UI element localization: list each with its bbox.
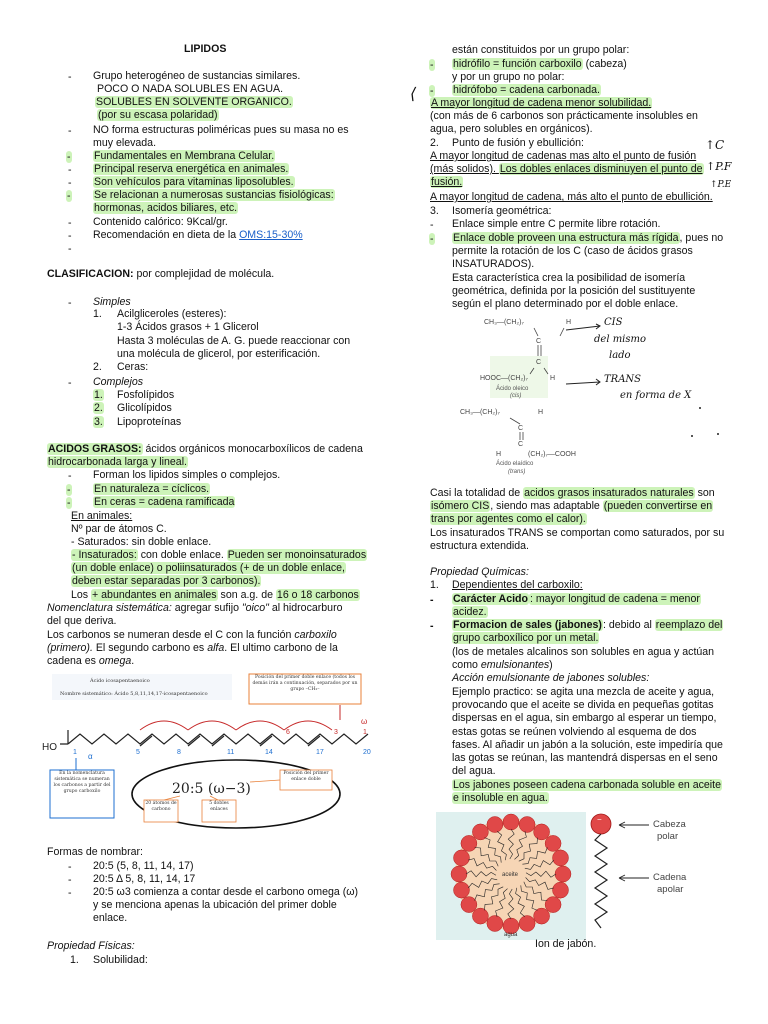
alpha-symbol: α xyxy=(88,752,93,761)
formula: 20:5 (ω−3) xyxy=(172,781,251,797)
numbering-note: En la nomenclatura sistemática se numeran los carbonos a partir del grupo carboxilo xyxy=(53,771,111,794)
elaidic-h2: H xyxy=(496,451,502,458)
carbon-c: C xyxy=(536,359,542,366)
right-line: Acción emulsionante de jabones solubles: xyxy=(452,672,650,684)
handwritten-note: ↑P.F xyxy=(706,160,732,173)
ag-bullet: Forman los lipidos simples o complejos. xyxy=(93,469,281,481)
right-line: Casi la totalidad de acidos grasos insaturados naturales son xyxy=(430,487,715,499)
forma-item: 20:5 Δ 5, 8, 11, 14, 17 xyxy=(93,873,196,885)
ag-line: hidrocarbonada larga y lineal. xyxy=(48,456,187,468)
right-line: las gotas se reúnan, las mantendrá dispersas en el seno xyxy=(452,752,718,764)
simple-item: Hasta 3 moléculas de A. G. puede reaccionar con xyxy=(117,335,351,347)
complejos-label: Complejos xyxy=(93,376,144,388)
right-line: trans por agentes como el calor). xyxy=(431,513,586,525)
micelle-head xyxy=(503,814,519,830)
figure-title: Ácido icosapentaenoico xyxy=(90,678,150,684)
propiedad-quimicas-heading: Propiedad Químicas: xyxy=(430,566,529,578)
apolar-label: apolar xyxy=(657,884,684,895)
animales-heading: En animales: xyxy=(71,510,133,522)
handwritten-arrows xyxy=(560,316,750,446)
omega-symbol: ω xyxy=(361,717,368,726)
carbon-c: C xyxy=(536,338,542,345)
simples-label: Simples xyxy=(93,296,131,308)
polar-label: polar xyxy=(657,831,679,842)
carbon-number: 20 xyxy=(363,749,371,756)
carbon-count-note: 20 átomos de carbono xyxy=(145,801,177,812)
intro-line: Grupo heterogéneo de sustancias similares. xyxy=(93,70,301,82)
elaidic-name: Ácido elaídico xyxy=(496,461,534,467)
first-double-bond-note: Posición del primer enlace doble xyxy=(283,771,329,782)
omega-number: 1 xyxy=(363,729,367,736)
forma-item: 20:5 ω3 comienza a contar desde el carbono omega (ω) xyxy=(93,886,359,898)
bullet: - xyxy=(68,71,72,83)
micelle-head xyxy=(545,835,561,851)
ag-bullet: En ceras = cadena ramificada xyxy=(94,496,235,508)
cabeza-label: Cabeza xyxy=(653,819,686,830)
oleic-name: Ácido oleico xyxy=(496,386,529,392)
ag-bullet: En naturaleza = cíclicos. xyxy=(94,483,210,495)
right-line: como emulsionantes) xyxy=(452,659,553,671)
carbon-c: C xyxy=(518,425,524,432)
right-line: dispersas en el agua, sin embargo al esperar un tiempo, xyxy=(452,712,717,724)
right-line: y por un grupo no polar: xyxy=(452,71,565,83)
solubilidad-label: Solubilidad: xyxy=(93,954,148,966)
carbon-number: 17 xyxy=(316,749,324,756)
nomenclatura-line: del que deriva. xyxy=(47,615,117,627)
carbon-number: 8 xyxy=(177,749,181,756)
right-line: hidrófilo = función carboxilo (cabeza) xyxy=(453,58,627,70)
complex-item: Fosfolípidos xyxy=(117,389,175,401)
elaidic-h: H xyxy=(538,409,544,416)
carbon-number: 14 xyxy=(265,749,273,756)
figure-systematic-name: Nombre sistemático: Ácido 5,8,11,14,17-icosapentaenoico xyxy=(60,691,208,697)
right-line: e insoluble en agua. xyxy=(453,792,548,804)
micelle-head xyxy=(487,916,503,932)
oleic-h2: H xyxy=(550,375,556,382)
nomenclatura-line: Los carbonos se numeran desde el C con la función carboxilo xyxy=(47,629,337,641)
complex-item: Glicolípidos xyxy=(117,402,172,414)
simple-item: Ceras: xyxy=(117,361,149,373)
micelle-svg xyxy=(436,812,586,940)
right-line: del agua. xyxy=(452,765,496,777)
intro-line: SOLUBLES EN SOLVENTE ORGANICO. xyxy=(96,96,292,108)
micelle-head xyxy=(487,817,503,833)
forma-item: enlace. xyxy=(93,912,128,924)
right-line: Enlace doble proveen una estructura más rígida, pues no xyxy=(453,232,724,244)
formas-heading: Formas de nombrar: xyxy=(47,846,143,858)
omega-number: 3 xyxy=(334,729,338,736)
micelle-head xyxy=(545,897,561,913)
position-box-text: Posición del primer doble enlace (todos los demás irán a continuación, separados por un grupo –CH₂– xyxy=(252,675,358,692)
page-title: LIPIDOS xyxy=(184,43,227,55)
micelle-head xyxy=(472,908,488,924)
intro-line: hormonas, acidos biliares, etc. xyxy=(94,202,238,214)
carbon-number: 11 xyxy=(227,749,235,756)
animales-line: Nº par de átomos C. xyxy=(71,523,167,535)
nomenclatura-line: (primero). El segundo carbono es alfa. El ultimo carbono de la xyxy=(47,642,338,654)
minus-sign: − xyxy=(597,815,602,824)
simple-item: 1-3 Ácidos grasos + 1 Glicerol xyxy=(117,321,259,333)
handwritten-bracket: ⟨ xyxy=(410,84,417,103)
carbon-number: 5 xyxy=(136,749,140,756)
right-line: Isomería geométrica: xyxy=(452,205,552,217)
right-line: isómero CIS, siendo mas adaptable (pueden convertirse en xyxy=(431,500,713,512)
simple-item: una molécula de glicerol, por esterificación. xyxy=(117,348,321,360)
handwritten-note: ↑P.E xyxy=(710,180,732,190)
handwritten-note: ↑C xyxy=(705,138,725,152)
micelle-head xyxy=(472,824,488,840)
right-line: permite la rotación de los C (caso de ácidos grasos xyxy=(452,245,693,257)
right-line: agua, pero solubles en orgánicos). xyxy=(430,123,593,135)
oleic-top: CH₃—(CH₂)₇ xyxy=(484,319,524,326)
micelle-head xyxy=(534,824,550,840)
handwritten-cis: del mismo xyxy=(594,334,647,345)
nomenclatura-line: cadena es omega. xyxy=(47,655,135,667)
right-line: Los insaturados TRANS se comportan como saturados, por su xyxy=(430,527,725,539)
micelle-head xyxy=(519,916,535,932)
forma-item: y se menciona apenas la ubicación del primer doble xyxy=(93,899,337,911)
elaidic-bottom: (CH₂)₇—COOH xyxy=(528,451,576,458)
right-line: A mayor longitud de cadenas mas alto el punto de fusión xyxy=(430,150,697,162)
oleic-cis: (cis) xyxy=(510,393,522,399)
intro-line: muy elevada. xyxy=(93,137,157,149)
oleic-bottom: HOOC—(CH₂)₇ xyxy=(480,375,528,382)
right-line: estas gotas se reúnen volviendo al esquema de dos xyxy=(452,726,697,738)
aceite-label: aceite xyxy=(502,872,519,878)
intro-line: Contenido calórico: 9Kcal/gr. xyxy=(93,216,228,228)
right-line: grupo carboxílico por un metal. xyxy=(453,632,599,644)
intro-line: Recomendación en dieta de la xyxy=(93,229,240,241)
right-line: provocando que el aceite se divida en pequeñas gotitas xyxy=(452,699,714,711)
right-line: Enlace simple entre C permite libre rotación. xyxy=(452,218,661,230)
handwritten-cis: lado xyxy=(609,350,631,361)
right-line: Los jabones poseen cadena carbonada soluble en aceite xyxy=(453,779,721,791)
agua-label: agua xyxy=(504,932,518,938)
right-line: según el plano determinado por el doble enlace. xyxy=(452,298,679,310)
clasificacion-heading: CLASIFICACION: por complejidad de molécula. xyxy=(47,268,275,280)
animales-line: Los + abundantes en animales son a.g. de 16 o 18 carbonos xyxy=(71,589,359,601)
handwritten-cis: CIS xyxy=(604,317,623,328)
micelle-head xyxy=(461,835,477,851)
right-line: fusión. xyxy=(431,176,463,188)
micelle-head xyxy=(461,897,477,913)
intro-line: Principal reserva energética en animales. xyxy=(94,163,289,175)
omega-number: 6 xyxy=(286,729,290,736)
right-line: Punto de fusión y ebullición: xyxy=(452,137,584,149)
right-line: (más solidos). Los dobles enlaces disminuyen el punto de xyxy=(430,163,703,175)
cadena-label: Cadena xyxy=(653,872,687,883)
right-line: A mayor longitud de cadena menor solubilidad. xyxy=(431,97,652,109)
right-line: (con más de 6 carbonos son prácticamente insolubles en xyxy=(430,110,698,122)
intro-line: Se relacionan a numerosas sustancias fisiológicas: xyxy=(94,189,334,201)
figure-svg xyxy=(40,672,385,830)
right-line: acidez. xyxy=(453,606,487,618)
right-line: Formacion de sales (jabones): debido al reemplazo del xyxy=(453,619,723,631)
right-line: Esta característica crea la posibilidad de isomería xyxy=(452,272,686,284)
double-bond-count-note: 5 dobles enlaces xyxy=(209,801,229,812)
animales-line: - Saturados: sin doble enlace. xyxy=(71,536,212,548)
right-line: geométrica, definida por la posición del sustituyente xyxy=(452,285,696,297)
simple-item: Acilgliceroles (esteres): xyxy=(117,308,227,320)
micelle-head xyxy=(451,866,467,882)
right-line: Dependientes del carboxilo: xyxy=(452,579,583,591)
animales-line: - Insaturados: con doble enlace. Pueden ser monoinsaturados xyxy=(72,549,367,561)
oleic-h: H xyxy=(566,319,572,326)
carbon-number: 1 xyxy=(73,749,77,756)
complex-item: Lipoproteínas xyxy=(117,416,182,428)
ion-caption: Ion de jabón. xyxy=(535,938,597,950)
micelle-head xyxy=(553,882,569,898)
right-line: (los de metales alcalinos son solubles en agua y actúan xyxy=(452,646,715,658)
oms-link[interactable]: OMS:15-30% xyxy=(239,229,303,241)
right-line: estructura extendida. xyxy=(430,540,529,552)
micelle-figure xyxy=(436,812,586,940)
animales-line: deben estar separadas por 3 carbonos). xyxy=(72,575,261,587)
elaidic-trans: (trans) xyxy=(508,469,526,475)
intro-line: POCO O NADA SOLUBLES EN AGUA. xyxy=(97,83,284,95)
carbon-c: C xyxy=(518,441,524,448)
intro-line: NO forma estructuras poliméricas pues su masa no es xyxy=(93,124,349,136)
propiedad-fisicas-heading: Propiedad Físicas: xyxy=(47,940,135,952)
right-line: INSATURADOS). xyxy=(452,258,535,270)
right-line: fases. Al añadir un jabón a la solución, este impediría que xyxy=(452,739,723,751)
document-page: LIPIDOS - Grupo heterogéneo de sustancias similares. POCO O NADA SOLUBLES EN AGUA. SOLUBLES EN SOLVENTE ORGANICO. (por su escasa polaridad) - NO forma estructuras poliméricas pues su masa no es muy elevada. - Fundamentales en Membrana Celular. - Principal reserva energética en animales. - Son vehículos para vitaminas liposolubles. - Se relacionan a numerosas sustancias fisiológicas: hormonas, acidos biliares, etc. - Contenido calórico: 9Kcal/gr. - Recomendación en dieta de la OMS:15-30% - CLASIFICACION: por complejidad de molécula. - Simples 1. Acilgliceroles (esteres): 1-3 Ácidos grasos + 1 Glicerol Hasta 3 moléculas de A. G. puede reaccionar con una molécula de glicerol, por esterificación. 2. Ceras: - Complejos 1. Fosfolípidos 2. Glicolípidos 3. Lipoproteínas ACIDOS GRASOS: ácidos orgánicos monocarboxílicos de cadena hidrocarbonada larga y lineal. - Forman los lipidos simples o complejos. - En naturaleza = cíclicos. - En ceras = cadena ramificada En animales: Nº par de átomos C. - Saturados: sin doble enlace. - Insaturados: con doble enlace. Pueden ser monoinsaturados (un doble enlace) o poliinsaturados (+ de un doble enlace, deben estar separadas por 3 carbonos). Los + abundantes en animales son a.g. de 16 o 18 carbonos Nomenclatura sistemática: agregar sufijo "oico" al hidrocarburo del que deriva. Los carbonos se numeran desde el C con la función carboxilo (primero). El segundo carbono es alfa. El ultimo carbono de la cadena es omega. Ácido icosapentaenoico Nombre sistemático: Ácido 5,8,11,14,17-icosapentaenoico Posición del primer doble enlace (todos los demás irán a continuación, separados por un grupo –CH₂– HO 1 α 5 8 11 14 17 20 6 3 1 ω En la nomenclatura sistemática se numeran los carbonos a partir del grupo carboxilo 20:5 (ω−3) Posición del primer enlace doble 20 átomos de carbono 5 dobles enlaces Formas de nombrar: - 20:5 (5, 8, 11, 14, 17) - 20:5 Δ 5, 8, 11, 14, 17 - 20:5 ω3 comienza a contar desde el carbono omega (ω) y se menciona apenas la ubicación del primer doble enlace. Propiedad Físicas: 1. Solubilidad: están constituidos por un grupo polar: - hidrófilo = función carboxilo (cabeza) y por un grupo no polar: - hidrófobo = cadena carbonada. A mayor longitud de cadena menor solubilidad. (con más de 6 carbonos son prácticamente insolubles en agua, pero solubles en orgánicos). 2. Punto de fusión y ebullición: A mayor longitud de cadenas mas alto el punto de fusión (más solidos). Los dobles enlaces disminuyen el punto de fusión. A mayor longitud de cadena, más alto el punto de ebullición. 3. Isomería geométrica: - Enlace simple entre C permite libre rotación. - Enlace doble proveen una estructura más rígida, pues no permite la rotación de los C (caso de ácidos grasos INSATURADOS). Esta característica crea la posibilidad de isomería geométrica, definida por la posición del sustituyente según el plano determinado por el doble enlace. ↑C ↑P.F ↑P.E ⟨ CH₃—(CH₂)₇ H C C HOOC—(CH₂)₇ H Ácido oleico (cis) CH₃—(CH₂)₇ H C C H (CH₂)₇—COOH Ácido elaídico (trans) CIS del mismo lado TRANS en forma de X Casi la totalidad de acidos grasos insaturados naturales son isómero CIS, siendo mas adaptable (pueden convertirse en trans por agentes como el calor). Los insaturados TRANS se comportan como saturados, por su estructura extendida. Propiedad Químicas: 1. Dependientes del carboxilo: - Carácter Acido : mayor longitud de cadena = menor acidez. - Formacion de sales (jabones): debido al reemplazo del grupo carboxílico por un metal. (los de metales alcalinos son solubles en agua y actúan como emulsionantes) Acción emulsionante de jabones solubles: Ejemplo practico: se agita una mezcla de aceite y agua, provocando que el aceite se divida en pequeñas gotitas dispersas en el agua, sin embargo al esperar un tiempo, estas gotas se reúnen volviendo al esquema de dos fases. Al añadir un jabón a la solución, este impediría que las gotas se reúnan, las mantendrá dispersas en el seno del agua. Los jabones poseen cadena carbonada soluble en aceite e insoluble en agua. aceite agua − Cabeza polar Cadena apolar Ion de jabón. xyxy=(0,0,768,1024)
icosapentaenoic-figure xyxy=(40,672,385,830)
handwritten-trans: TRANS xyxy=(604,374,642,385)
micelle-head xyxy=(454,882,470,898)
forma-item: 20:5 (5, 8, 11, 14, 17) xyxy=(93,860,194,872)
micelle-head xyxy=(553,850,569,866)
acidos-grasos-heading: ACIDOS GRASOS: ácidos orgánicos monocarboxílicos de cadena xyxy=(48,443,363,455)
micelle-head xyxy=(519,817,535,833)
right-line: Ejemplo practico: se agita una mezcla de aceite y agua, xyxy=(452,686,715,698)
right-line: están constituidos por un grupo polar: xyxy=(452,44,630,56)
micelle-head xyxy=(555,866,571,882)
right-line: A mayor longitud de cadena, más alto el punto de ebullición. xyxy=(430,191,713,203)
micelle-head xyxy=(534,908,550,924)
intro-line: Fundamentales en Membrana Celular. xyxy=(94,150,275,162)
intro-line: (por su escasa polaridad) xyxy=(98,109,218,121)
handwritten-trans: en forma de X xyxy=(620,390,692,401)
nomenclatura-line: Nomenclatura sistemática: agregar sufijo "oico" al hidrocarburo xyxy=(47,602,343,614)
elaidic-top: CH₃—(CH₂)₇ xyxy=(460,409,500,416)
right-line: hidrófobo = cadena carbonada. xyxy=(453,84,600,96)
right-line: Carácter Acido : mayor longitud de cadena = menor xyxy=(453,593,700,605)
micelle-head xyxy=(454,850,470,866)
intro-line: Son vehículos para vitaminas liposolubles. xyxy=(94,176,294,188)
hydroxyl-label: HO xyxy=(42,742,57,753)
animales-line: (un doble enlace) o poliinsaturados (+ de un doble enlace, xyxy=(72,562,345,574)
